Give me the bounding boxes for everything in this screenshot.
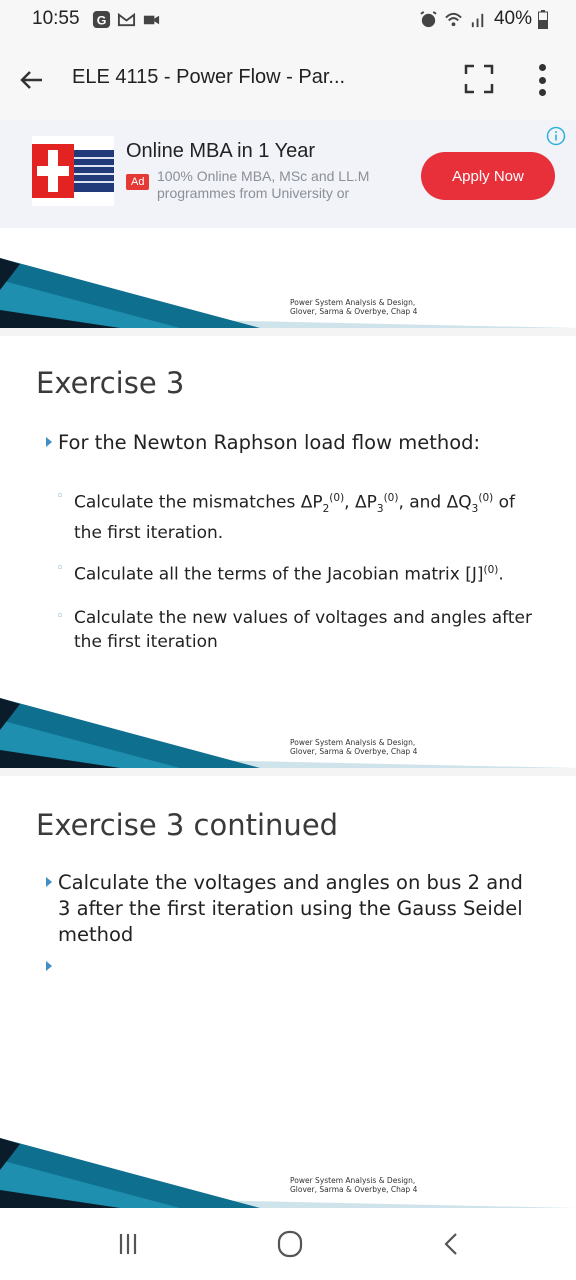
- bullet-arrow-icon: [40, 960, 58, 972]
- google-icon: [92, 10, 111, 29]
- slide-citation: Power System Analysis & Design, Glover, Sarma & Overbye, Chap 4: [290, 738, 418, 756]
- ad-description: 100% Online MBA, MSc and LL.M programmes from University or: [157, 168, 370, 201]
- ad-logo-icon: [32, 136, 114, 206]
- bullet-arrow-icon: [40, 436, 58, 448]
- document-title: ELE 4115 - Power Flow - Par...: [72, 66, 346, 88]
- gmail-icon: [117, 10, 136, 29]
- sub-bullet-jacobian: ◦ Calculate all the terms of the Jacobian matrix $[J]^{(0)}$.: [56, 561, 504, 585]
- signal-icon: [469, 10, 488, 29]
- battery-percent: 40%: [493, 8, 532, 29]
- app-bar: [0, 40, 576, 120]
- more-vert-icon[interactable]: [526, 60, 558, 100]
- sub-bullet-marker-icon: ◦: [56, 609, 64, 624]
- slide-gap: [0, 328, 576, 336]
- slide-heading: Exercise 3: [36, 366, 185, 400]
- apply-now-button[interactable]: Apply Now: [421, 152, 555, 200]
- slide-band-decoration: [0, 250, 576, 328]
- ad-banner[interactable]: [0, 120, 576, 228]
- ad-title: Online MBA in 1 Year: [126, 140, 316, 162]
- video-icon: [142, 10, 161, 29]
- status-right: [419, 8, 548, 30]
- info-icon[interactable]: [546, 126, 566, 146]
- navigation-bar: [0, 1208, 576, 1280]
- slide-exercise-3-continued: [0, 776, 576, 1208]
- alarm-icon: [419, 10, 438, 29]
- slide-citation: Power System Analysis & Design, Glover, Sarma & Overbye, Chap 4: [290, 298, 418, 316]
- home-icon[interactable]: [270, 1226, 310, 1262]
- wifi-icon: [444, 10, 463, 29]
- slide-citation: Power System Analysis & Design, Glover, Sarma & Overbye, Chap 4: [290, 1176, 418, 1194]
- slide-exercise-3: [0, 336, 576, 768]
- slide-band-decoration: [0, 690, 576, 768]
- battery-icon: [538, 10, 548, 29]
- bullet-item: For the Newton Raphson load flow method:: [40, 430, 480, 456]
- slide-gap: [0, 768, 576, 776]
- ad-badge: Ad: [126, 174, 149, 190]
- status-time: 10:55: [32, 8, 80, 29]
- recents-icon[interactable]: [108, 1226, 148, 1262]
- status-bar: [0, 0, 576, 40]
- sub-bullet-mismatches: ◦ Calculate the mismatches $\Delta P_2^{(0)}$, $\Delta P_3^{(0)}$, and $\Delta Q_3^{(0)}$ of the first iteration.: [56, 489, 516, 544]
- bullet-item: Calculate the voltages and angles on bus 2 and 3 after the first iteration using the Gauss Seidel method: [40, 870, 536, 948]
- svg-text:G: G: [96, 13, 107, 28]
- notification-icons: [92, 10, 161, 29]
- bullet-arrow-icon: [40, 876, 58, 888]
- slide-previous: [0, 228, 576, 328]
- back-arrow-icon[interactable]: [16, 64, 48, 96]
- fullscreen-icon[interactable]: [462, 62, 496, 96]
- sub-bullet-marker-icon: ◦: [56, 489, 64, 504]
- slide-band-decoration: [0, 1130, 576, 1208]
- back-icon[interactable]: [432, 1226, 472, 1262]
- sub-bullet-marker-icon: ◦: [56, 561, 64, 576]
- sub-bullet-new-values: ◦ Calculate the new values of voltages and angles after the first iteration: [56, 608, 532, 652]
- bullet-item-empty: [40, 954, 58, 972]
- slide-heading: Exercise 3 continued: [36, 808, 339, 842]
